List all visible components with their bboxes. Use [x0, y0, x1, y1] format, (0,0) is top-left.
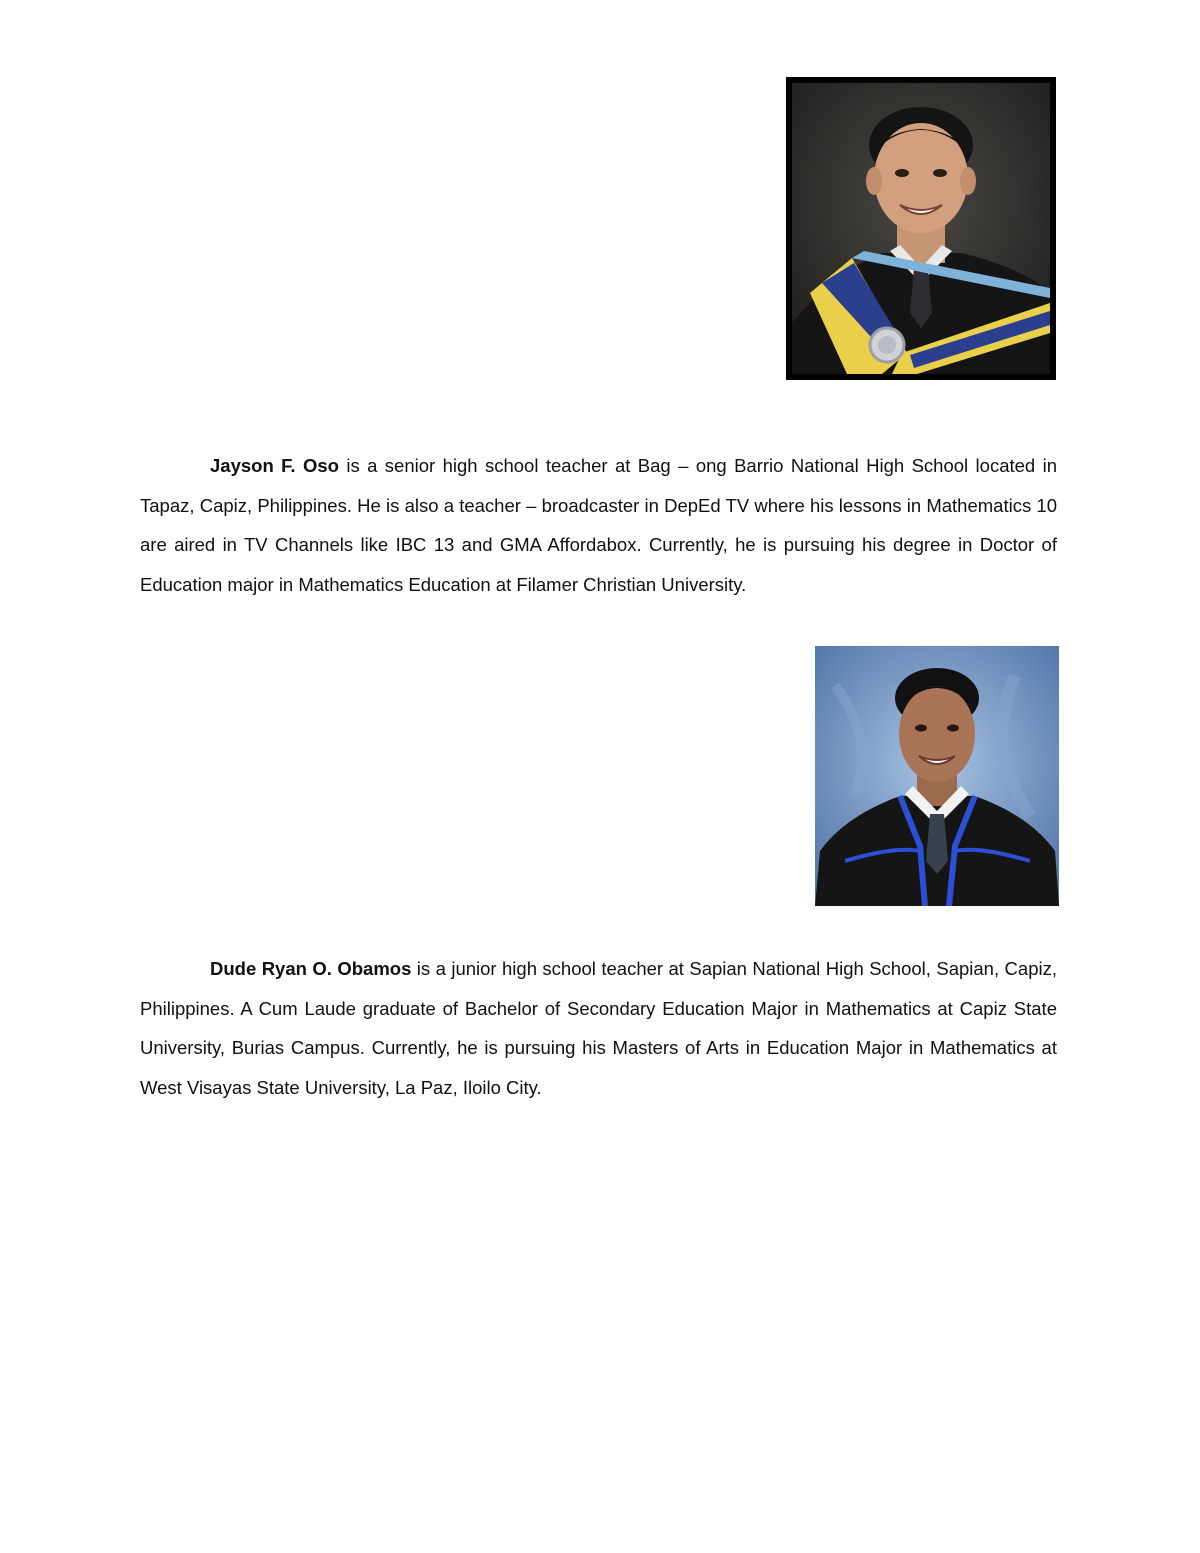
- bio-paragraph-jayson-oso: [140, 446, 1057, 604]
- bio-paragraph-dude-ryan-obamos: [140, 949, 1057, 1107]
- portrait-photo-dude-ryan-obamos: [815, 646, 1059, 906]
- bio-name: Dude Ryan O. Obamos: [210, 958, 412, 979]
- bio-text: is a senior high school teacher at Bag – ong Barrio National High School located in Tapaz, Capiz, Philippines. He is also a teacher – broadcaster in DepEd TV where his lessons in Mathematics 10 are aired in TV Channels like IBC 13 and GMA Affordabox. Currently, he is pursuing his degree in Doctor of Education major in Mathematics Education at Filamer Christian University.: [140, 455, 1057, 595]
- bio-name: Jayson F. Oso: [210, 455, 339, 476]
- portrait-photo-jayson-oso: [786, 77, 1056, 380]
- bio-text: is a junior high school teacher at Sapian National High School, Sapian, Capiz, Philippines. A Cum Laude graduate of Bachelor of Secondary Education Major in Mathematics at Capiz State University, Burias Campus. Currently, he is pursuing his Masters of Arts in Education Major in Mathematics at West Visayas State University, La Paz, Iloilo City.: [140, 958, 1057, 1098]
